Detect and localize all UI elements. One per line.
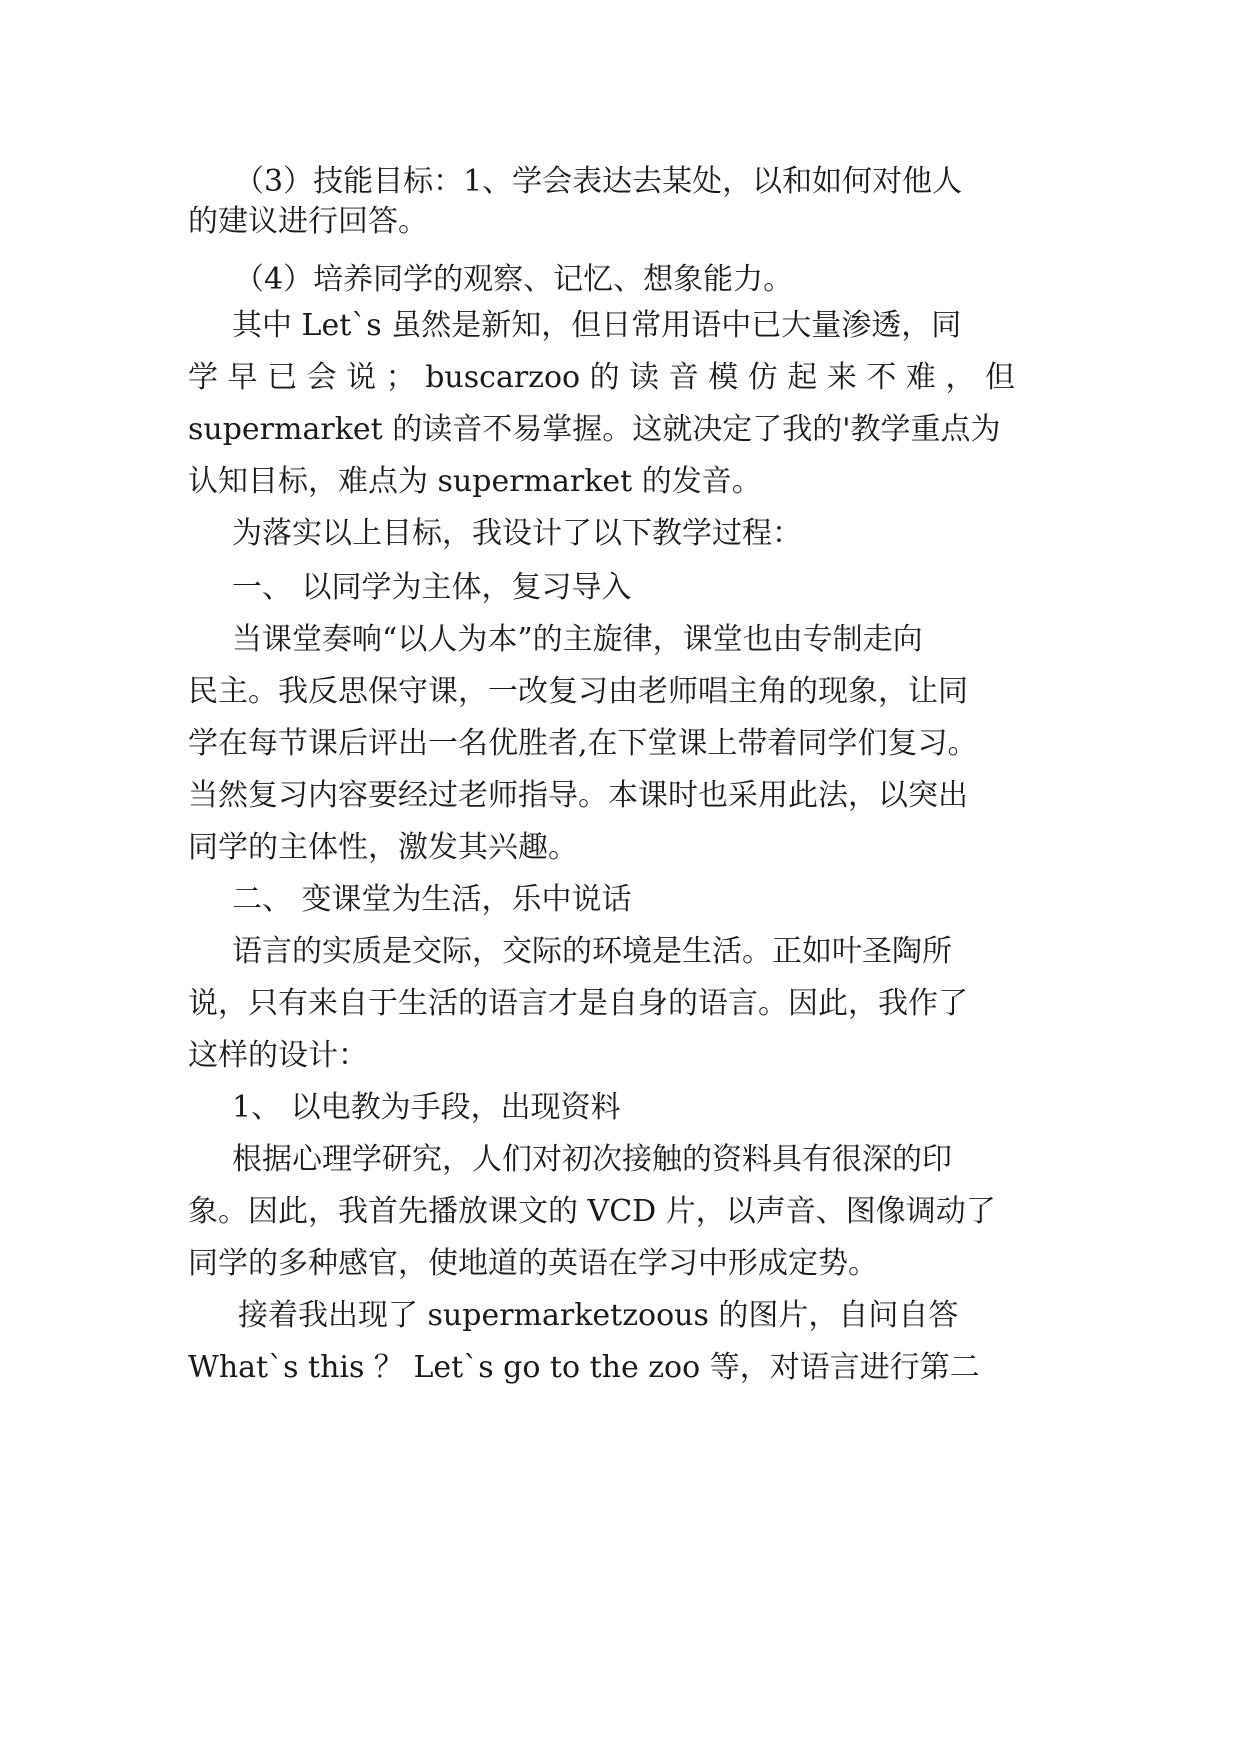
section-heading: 1、 以电教为手段，出现资料: [232, 1090, 621, 1125]
section-heading: 二、 变课堂为生活，乐中说话: [232, 882, 632, 917]
text-line: 为落实以上目标，我设计了以下教学过程：: [232, 516, 802, 551]
text-line: （3）技能目标：1、学会表达去某处，以和如何对他人: [234, 164, 963, 199]
text-line: 其中 Let`s 虽然是新知，但日常用语中已大量渗透，同: [232, 308, 962, 343]
text-line: 说，只有来自于生活的语言才是自身的语言。因此，我作了: [188, 986, 968, 1021]
text-line: 民主。我反思保守课，一改复习由老师唱主角的现象，让同: [188, 674, 968, 709]
text-line: 当课堂奏响“以人为本”的主旋律，课堂也由专制走向: [232, 622, 923, 657]
text-line: 这样的设计：: [188, 1038, 368, 1073]
text-line: 象。因此，我首先播放课文的 VCD 片，以声音、图像调动了: [188, 1194, 996, 1229]
section-heading: 一、 以同学为主体，复习导入: [232, 570, 632, 605]
text-line: 语言的实质是交际，交际的环境是生活。正如叶圣陶所: [232, 934, 952, 969]
text-line: supermarket 的读音不易掌握。这就决定了我的'教学重点为: [188, 412, 1001, 447]
text-line: What`s this ？ Let`s go to the zoo 等，对语言进行第二: [188, 1350, 980, 1385]
text-line: （4）培养同学的观察、记忆、想象能力。: [234, 262, 794, 297]
text-line: 当然复习内容要经过老师指导。本课时也采用此法，以突出: [188, 778, 968, 813]
text-line: 的建议进行回答。: [188, 204, 428, 239]
text-line: 学在每节课后评出一名优胜者,在下堂课上带着同学们复习。: [188, 726, 978, 761]
text-line: 根据心理学研究，人们对初次接触的资料具有很深的印: [232, 1142, 952, 1177]
text-line: 同学的多种感官，使地道的英语在学习中形成定势。: [188, 1246, 878, 1281]
text-line: 同学的主体性，激发其兴趣。: [188, 830, 578, 865]
text-line: 接着我出现了 supermarketzoous 的图片，自问自答: [238, 1298, 959, 1333]
text-line: 认知目标，难点为 supermarket 的发音。: [188, 464, 762, 499]
text-line: 学 早 已 会 说 ； buscarzoo 的 读 音 模 仿 起 来 不 难 ， 但: [188, 360, 1015, 395]
